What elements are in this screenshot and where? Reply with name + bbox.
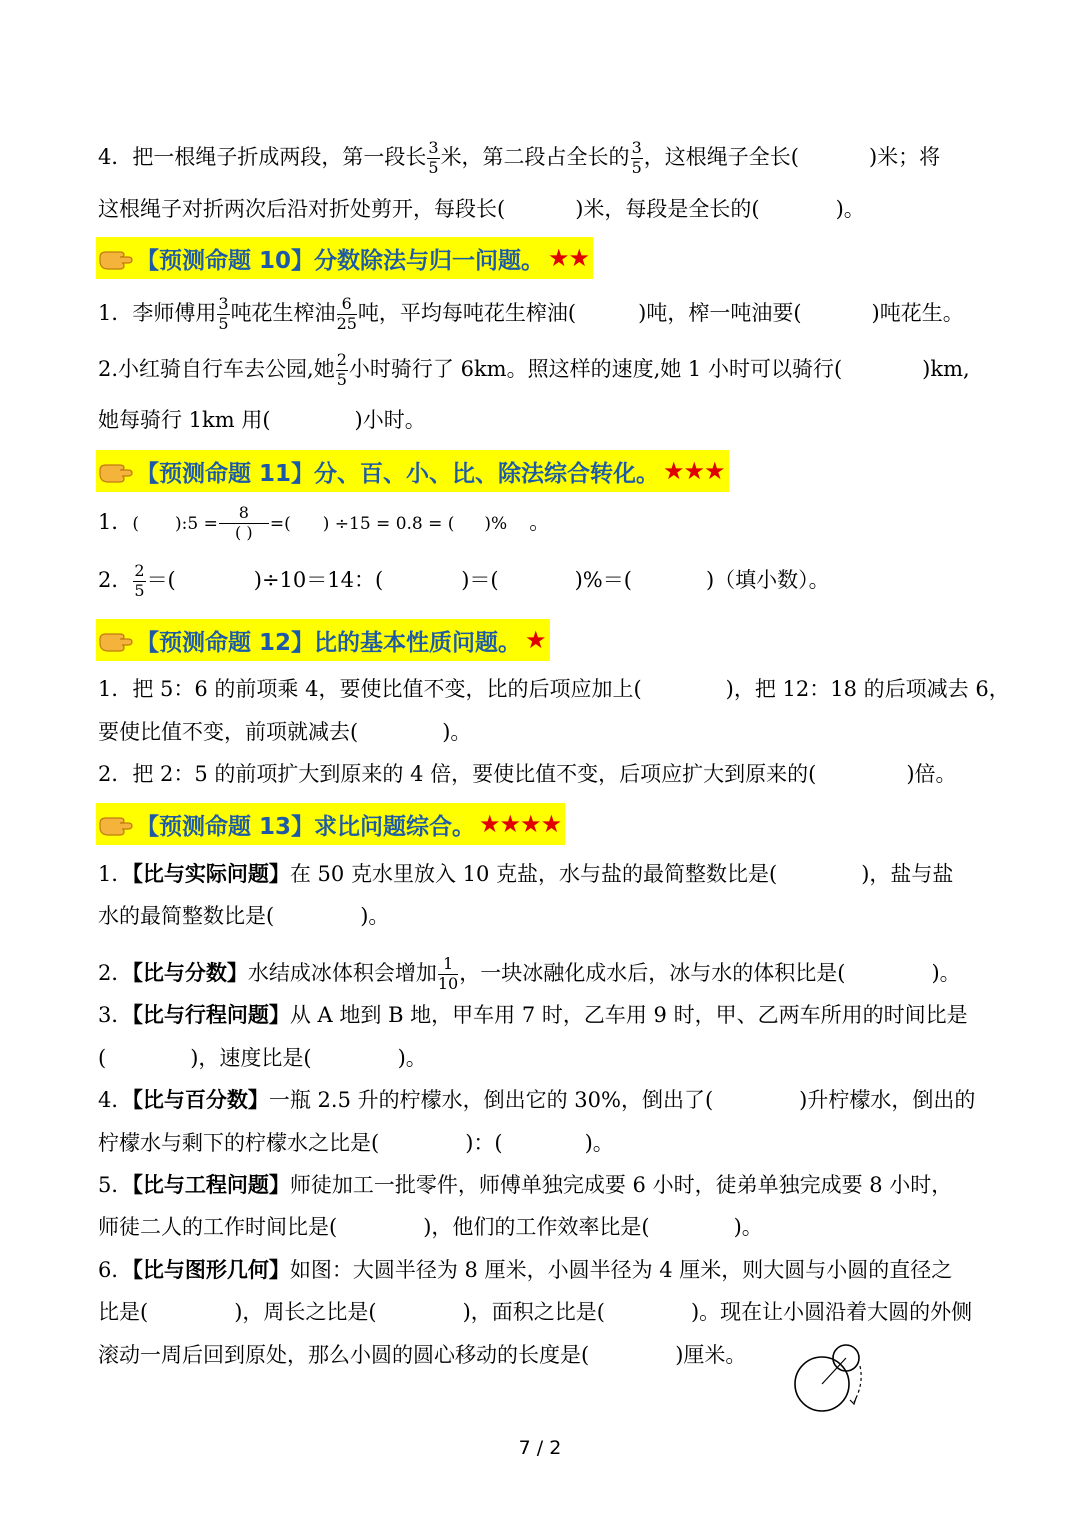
numerator: 2	[134, 561, 145, 580]
star-rating-icon: ★★★★	[479, 810, 562, 838]
fraction	[133, 563, 145, 600]
denominator: 5	[631, 157, 642, 177]
fraction	[336, 352, 348, 389]
heading-proposition-11	[96, 450, 729, 492]
star-rating-icon: ★	[525, 626, 546, 654]
numerator: 3	[218, 294, 229, 313]
s13-q3-line1	[98, 1005, 968, 1026]
s12-line2	[98, 722, 471, 743]
numerator: 8	[219, 505, 269, 524]
star-rating-icon: ★★	[548, 244, 590, 272]
fraction	[337, 296, 357, 333]
denominator: 5	[218, 313, 229, 333]
text: )，周长之比是(	[234, 1300, 377, 1324]
fraction	[631, 140, 643, 177]
text: 吨，平均每吨花生榨油(	[357, 300, 577, 325]
heading-proposition-10	[96, 237, 593, 279]
text: 要使比值不变，前项就减去(	[98, 720, 359, 744]
problem-tag: 【比与图形几何】	[132, 1258, 290, 1282]
heading-title: 【预测命题 10】分数除法与归一问题。	[136, 247, 545, 274]
text: )：(	[465, 1131, 503, 1155]
text: )%＝(	[574, 567, 632, 592]
numerator: 6	[337, 296, 357, 315]
text: 滚动一周后回到原处，那么小圆的圆心移动的长度是(	[98, 1343, 590, 1367]
fraction	[427, 140, 439, 177]
text: 3．	[98, 1003, 133, 1027]
text: 1．	[98, 509, 133, 534]
text: )吨花生。	[871, 300, 964, 325]
problem-tag: 【比与实际问题】	[132, 862, 290, 886]
text: )倍。	[906, 762, 957, 786]
text: )÷10＝14：(	[253, 567, 384, 592]
text: )，他们的工作效率比是(	[423, 1215, 650, 1239]
problem-tag: 【比与分数】	[132, 960, 248, 985]
text: ＝(	[146, 567, 176, 592]
q4-text: )米；将	[868, 144, 941, 169]
text: 从 A 地到 B 地，甲车用 7 时，乙车用 9 时，甲、乙两车所用的时间比是	[289, 1003, 968, 1027]
s13-q6-line2	[98, 1302, 972, 1323]
problem-tag: 【比与百分数】	[132, 1088, 269, 1112]
text: )。	[442, 720, 472, 744]
s13-q4-line1	[98, 1090, 975, 1111]
text: 4．	[98, 1088, 133, 1112]
text: )升柠檬水，倒出的	[799, 1088, 976, 1112]
s13-q6-line1	[98, 1260, 952, 1281]
text: )。	[397, 1046, 427, 1070]
text: 在 50 克水里放入 10 克盐，水与盐的最简整数比是(	[289, 862, 778, 886]
text: )%	[484, 513, 508, 534]
fraction	[217, 296, 229, 333]
text: 柠檬水与剩下的柠檬水之比是(	[98, 1131, 380, 1155]
text: 2．	[98, 960, 133, 985]
circles-figure	[788, 1336, 868, 1416]
s13-q1-line1	[98, 864, 953, 885]
text: )，盐与盐	[861, 862, 954, 886]
text: 。	[529, 509, 551, 534]
text: )吨，榨一吨油要(	[638, 300, 802, 325]
denominator: 5	[134, 580, 145, 600]
text: )。	[360, 904, 390, 928]
q4-text: )。	[835, 197, 865, 221]
denominator: 10	[437, 973, 459, 993]
text: 吨花生榨油	[230, 300, 336, 325]
text: 她每骑行 1km 用(	[98, 408, 271, 432]
denominator: 5	[428, 157, 439, 177]
text: (	[132, 513, 140, 534]
q4-text: ，这根绳子全长(	[643, 144, 799, 169]
text: 师徒二人的工作时间比是(	[98, 1215, 338, 1239]
text: )＝(	[461, 567, 499, 592]
denominator: 25	[336, 313, 357, 333]
heading-proposition-12	[96, 619, 550, 661]
denominator: ( )	[235, 522, 253, 542]
numerator: 3	[428, 138, 439, 157]
text: 1．把 5：6 的前项乘 4，要使比值不变，比的后项应加上(	[98, 677, 642, 701]
q4-line2	[98, 199, 865, 220]
q4-text: 4．把一根绳子折成两段，第一段长	[98, 144, 427, 169]
q4-text: 这根绳子对折两次后沿对折处剪开，每段长(	[98, 197, 506, 221]
text: )厘米。	[675, 1343, 747, 1367]
star-rating-icon: ★★★	[663, 457, 725, 485]
text: 小时骑行了 6km。照这样的速度,她 1 小时可以骑行(	[348, 356, 843, 381]
s10-line3	[98, 410, 426, 431]
text: ) ÷15 = 0.8 = (	[322, 513, 455, 534]
text: 水的最简整数比是(	[98, 904, 275, 928]
text: 2．把 2：5 的前项扩大到原来的 4 倍，要使比值不变，后项应扩大到原来的(	[98, 762, 817, 786]
text: )。	[733, 1215, 763, 1239]
pointing-hand-icon	[98, 625, 134, 655]
text: (	[98, 1046, 107, 1070]
numerator: 3	[631, 138, 642, 157]
heading-title: 【预测命题 12】比的基本性质问题。	[136, 629, 522, 656]
text: 6．	[98, 1258, 133, 1282]
numerator: 1	[438, 956, 458, 975]
text: )，面积之比是(	[462, 1300, 605, 1324]
text: =(	[269, 513, 291, 534]
s13-q5-line2	[98, 1217, 763, 1238]
text: 如图：大圆半径为 8 厘米，小圆半径为 4 厘米，则大圆与小圆的直径之	[289, 1258, 953, 1282]
page-number: 7 / 2	[518, 1437, 562, 1459]
s13-q2-line	[98, 956, 961, 993]
problem-tag: 【比与行程问题】	[132, 1003, 290, 1027]
text: 2．	[98, 567, 133, 592]
heading-title: 【预测命题 11】分、百、小、比、除法综合转化。	[136, 460, 660, 487]
text: ，一块冰融化成水后，冰与水的体积比是(	[459, 960, 846, 985]
s11-line1	[98, 505, 550, 542]
text: )km,	[922, 356, 970, 381]
text: )小时。	[354, 408, 426, 432]
text: 1．李师傅用	[98, 300, 217, 325]
s13-q5-line1	[98, 1175, 952, 1196]
s10-line1	[98, 296, 964, 333]
q4-text: )米，每段是全长的(	[575, 197, 760, 221]
heading-title: 【预测命题 13】求比问题综合。	[136, 813, 476, 840]
text: )。	[584, 1131, 614, 1155]
text: )，速度比是(	[190, 1046, 312, 1070]
pointing-hand-icon	[98, 243, 134, 273]
text: 5．	[98, 1173, 133, 1197]
text: 1．	[98, 862, 133, 886]
s13-q1-line2	[98, 906, 389, 927]
text: )，把 12：18 的后项减去 6，	[725, 677, 1010, 701]
text: ):5 =	[175, 513, 218, 534]
text: )。现在让小圆沿着大圆的外侧	[690, 1300, 973, 1324]
text: 2.小红骑自行车去公园,她	[98, 356, 335, 381]
s11-line2	[98, 563, 830, 600]
text: 水结成冰体积会增加	[247, 960, 437, 985]
heading-proposition-13	[96, 803, 565, 845]
numerator: 2	[336, 350, 347, 369]
denominator: 5	[336, 369, 347, 389]
fraction	[219, 505, 269, 542]
s12-line3	[98, 764, 957, 785]
pointing-hand-icon	[98, 809, 134, 839]
q4-text: 米，第二段占全长的	[440, 144, 630, 169]
s13-q6-line3	[98, 1345, 746, 1366]
text: )（填小数）。	[705, 567, 830, 592]
s12-line1	[98, 679, 1010, 700]
s10-line2	[98, 352, 970, 389]
text: 一瓶 2.5 升的柠檬水，倒出它的 30%，倒出了(	[268, 1088, 714, 1112]
s13-q3-line2	[98, 1048, 427, 1069]
q4-line1	[98, 140, 940, 177]
pointing-hand-icon	[98, 456, 134, 486]
text: )。	[931, 960, 961, 985]
s13-q4-line2	[98, 1133, 614, 1154]
problem-tag: 【比与工程问题】	[132, 1173, 290, 1197]
text: 比是(	[98, 1300, 149, 1324]
text: 师徒加工一批零件，师傅单独完成要 6 小时，徒弟单独完成要 8 小时，	[289, 1173, 953, 1197]
fraction	[438, 956, 458, 993]
